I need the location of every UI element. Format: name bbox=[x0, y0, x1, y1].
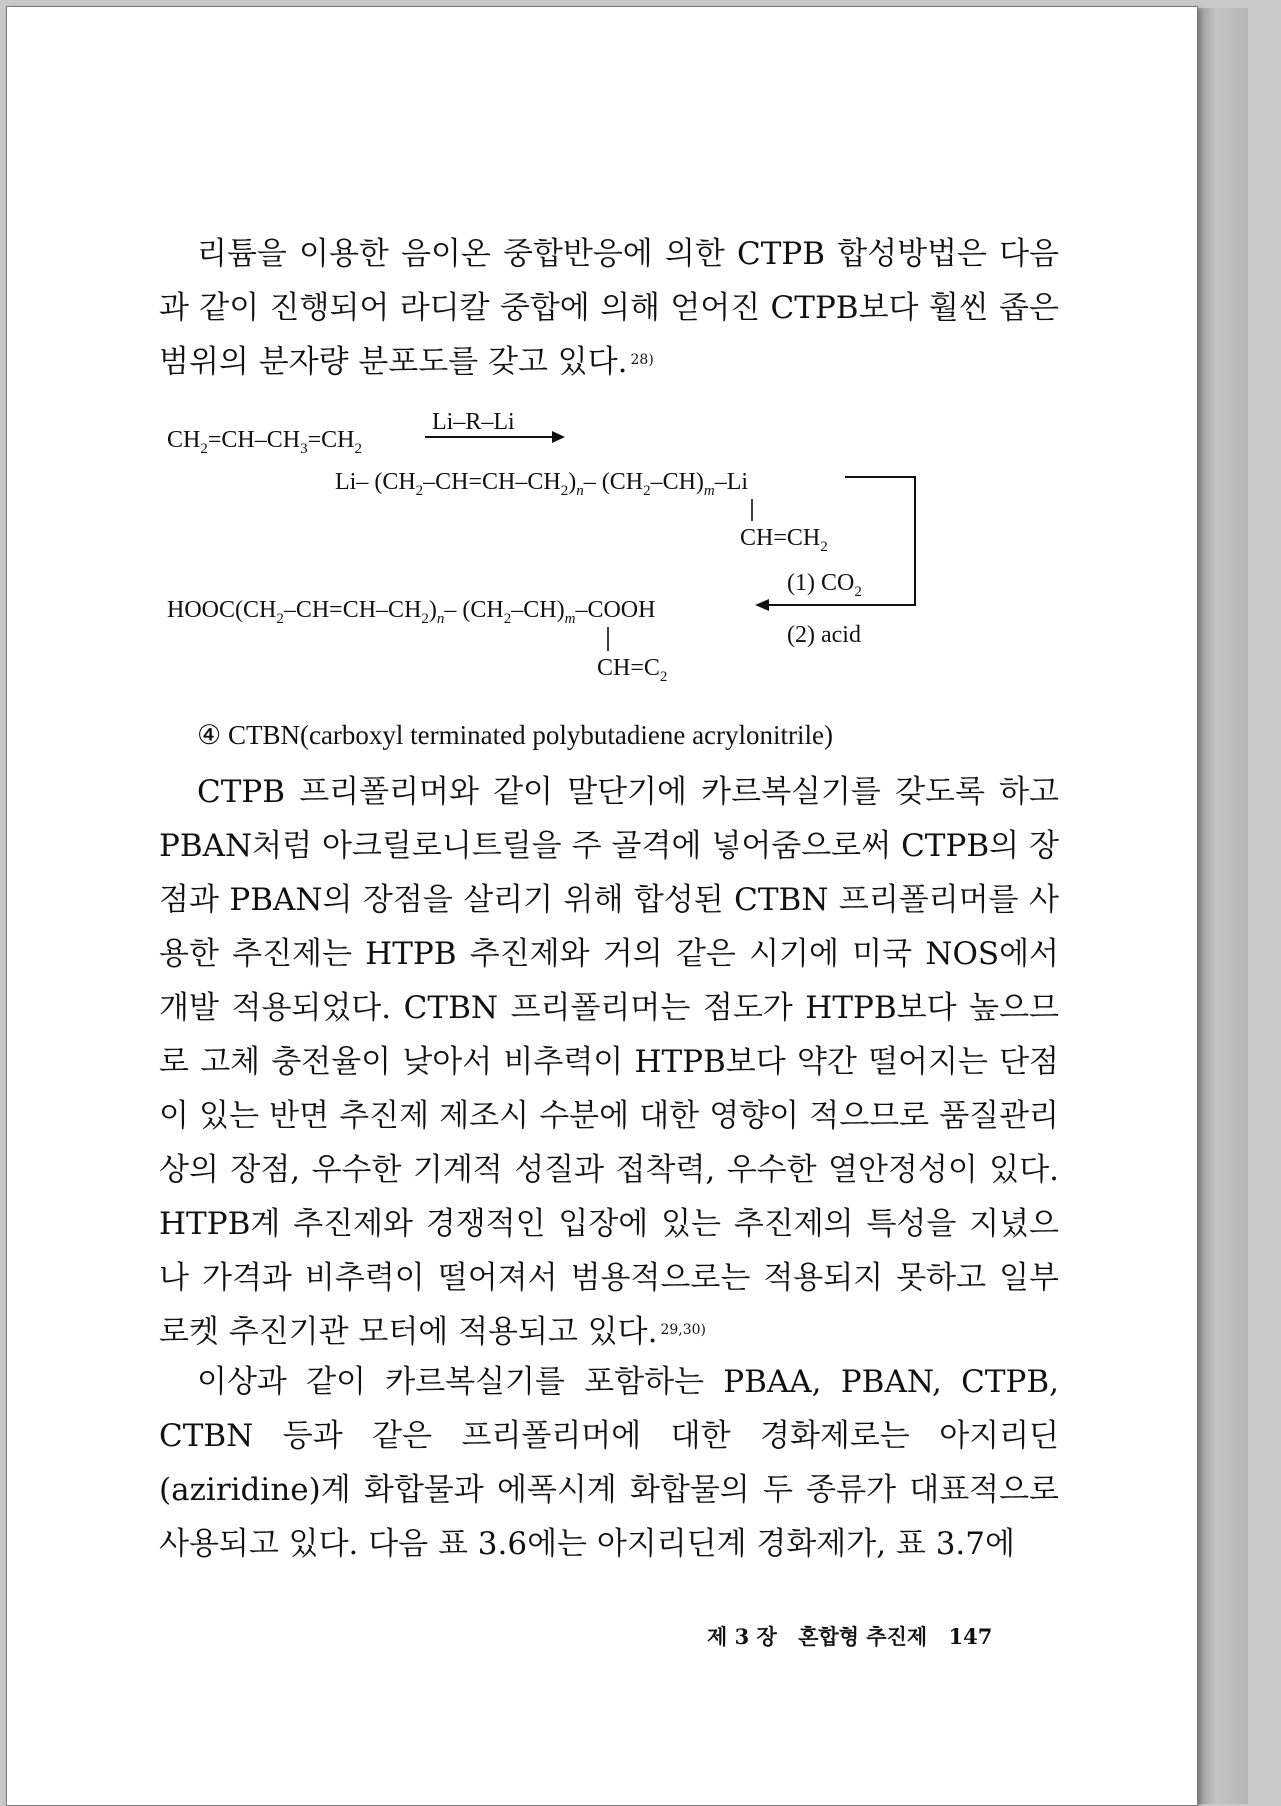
intermediate-formula: Li– $(CH_2-CH=CH-CH_2)_n-$ $(CH_2-CH)_m-Li$ bbox=[335, 469, 749, 499]
reagent-step-2: (2) acid bbox=[787, 622, 861, 648]
initiator-label: Li–R–Li bbox=[432, 409, 515, 435]
page-number: 147 bbox=[948, 1624, 993, 1649]
arrow-head-1 bbox=[552, 431, 565, 443]
reagent-step-1: (1) $CO_2$ bbox=[787, 570, 862, 600]
document-page bbox=[6, 6, 1198, 1806]
product-formula: $HOOC(CH_2-CH=CH-CH_2)_n-$ $(CH_2-CH)_m$–COOH bbox=[167, 597, 656, 627]
reference-marker: 28) bbox=[630, 352, 654, 368]
arrow-head-2 bbox=[755, 599, 769, 611]
page-footer bbox=[707, 1621, 1006, 1651]
paragraph-curing-agents: 이상과 같이 카르복실기를 포함하는 PBAA, PBAN, CTPB, CTBN 등과 같은 프리폴리머에 대한 경화제로는 아지리딘(aziridine)계 화합물과 에폭시계 화합물의 두 종류가 대표적으로 사용되고 있다. 다음 표 3.6에는 아지리딘계 경화제가, 표 3.7에 bbox=[159, 1364, 1059, 1562]
paragraph-text: 리튬을 이용한 음이온 중합반응에 의한 CTPB 합성방법은 다음과 같이 진행되어 라디칼 중합에 의해 얻어진 CTPB보다 훨씬 좁은 범위의 분자량 분포도를 갖고 있다. bbox=[159, 236, 1059, 380]
section-heading-ctbn: ④ CTBN(carboxyl terminated polybutadiene acrylonitrile) bbox=[197, 720, 834, 750]
footer-chapter: 제 3 장 bbox=[707, 1624, 777, 1649]
vinyl-group-2: $CH=C_2$ bbox=[597, 655, 668, 685]
vinyl-group-1: $CH=CH_2$ bbox=[740, 525, 828, 555]
book-edge bbox=[1195, 8, 1248, 1804]
reference-marker: 29,30) bbox=[660, 1322, 707, 1338]
monomer-formula: $CH_2=CH-CH_3=CH_2$ bbox=[167, 427, 362, 457]
footer-title: 혼합형 추진제 bbox=[798, 1624, 928, 1649]
paragraph-text: CTPB 프리폴리머와 같이 말단기에 카르복실기를 갖도록 하고 PBAN처럼 아크릴로니트릴을 주 골격에 넣어줌으로써 CTPB의 장점과 PBAN의 장점을 살리기 위해 합성된 CTBN 프리폴리머를 사용한 추진제는 HTPB 추진제와 거의 같은 시기에 미국 NOS에서 개발 적용되었다. CTBN 프리폴리머는 점도가 HTPB보다 높으므로 고체 충전율이 낮아서 비추력이 HTPB보다 약간 떨어지는 단점이 있는 반면 추진제 제조시 수분에 대한 영향이 적으므로 품질관리상의 장점, 우수한 기계적 성질과 접착력, 우수한 열안정성이 있다. HTPB계 추진제와 경쟁적인 입장에 있는 추진제의 특성을 지녔으나 가격과 비추력이 떨어져서 범용적으로는 적용되지 못하고 일부 로켓 추진기관 모터에 적용되고 있다. bbox=[159, 774, 1059, 1350]
reaction-bracket bbox=[769, 477, 915, 605]
paragraph-ctbn bbox=[159, 765, 1059, 1359]
